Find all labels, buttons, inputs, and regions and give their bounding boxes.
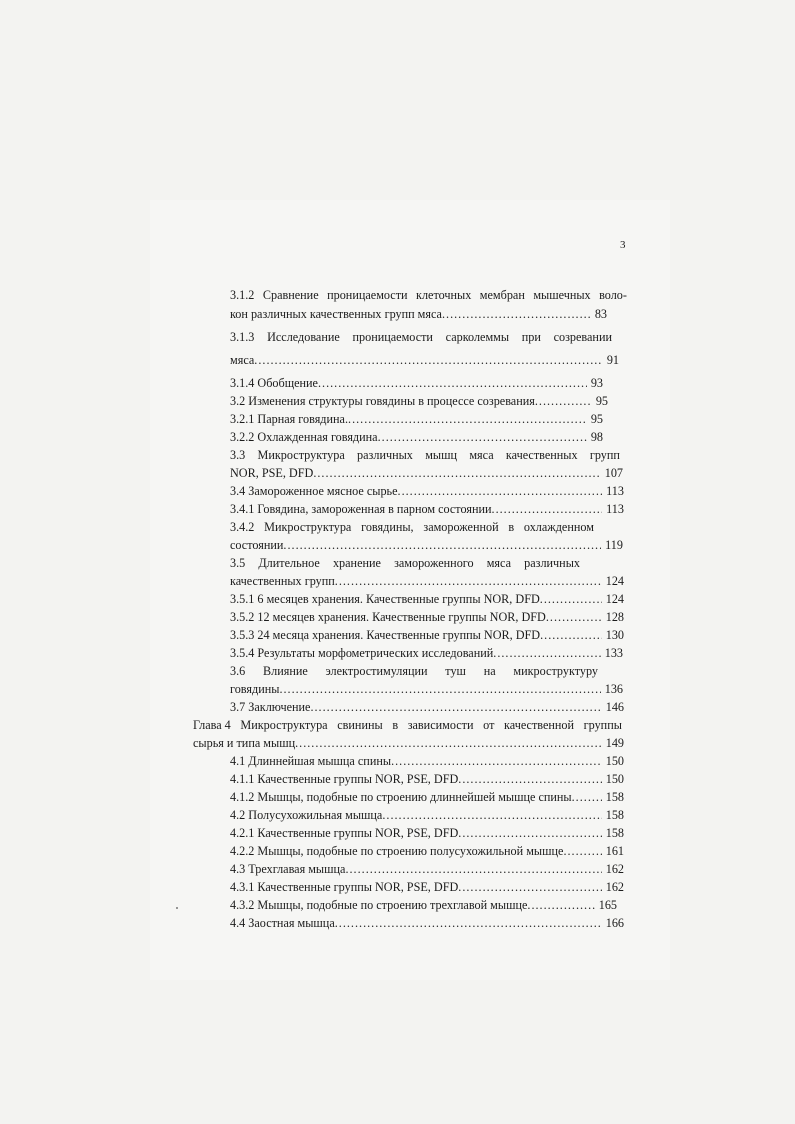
toc-word: мяса bbox=[469, 448, 494, 462]
toc-word: различных bbox=[357, 448, 413, 462]
toc-entry bbox=[230, 375, 603, 392]
toc-word: 3.6 bbox=[230, 664, 246, 678]
dot-leader bbox=[378, 429, 587, 446]
toc-entry-title: 3.7 Заключение bbox=[230, 700, 311, 714]
toc-page-number: 124 bbox=[605, 574, 624, 588]
toc-entry-title: 4.2 Полусухожильная мышца bbox=[230, 808, 383, 822]
toc-word: от bbox=[483, 718, 495, 732]
toc-entry-title: 3.2.1 Парная говядина. bbox=[230, 412, 349, 426]
toc-entry bbox=[230, 609, 624, 626]
toc-word: Микроструктура bbox=[264, 520, 352, 534]
toc-page-number: 150 bbox=[605, 772, 624, 786]
scan-speck bbox=[176, 907, 178, 909]
dot-leader bbox=[572, 789, 602, 806]
toc-page-number: 162 bbox=[605, 862, 624, 876]
toc-entry-title: 3.2 Изменения структуры говядины в процессе созревания bbox=[230, 394, 535, 408]
toc-entry-title: 4.1.2 Мышцы, подобные по строению длиннейшей мышце спины bbox=[230, 790, 572, 804]
toc-page-number: 107 bbox=[604, 466, 623, 480]
toc-page-number: 119 bbox=[605, 538, 623, 552]
toc-entry-title: 3.4.1 Говядина, замороженная в парном состоянии bbox=[230, 502, 492, 516]
toc-word: 3.4.2 bbox=[230, 520, 255, 534]
toc-word: электростимуляции bbox=[325, 664, 428, 678]
toc-entry bbox=[230, 897, 617, 914]
toc-word: охлажденном bbox=[523, 520, 594, 534]
toc-page-number: 113 bbox=[606, 502, 624, 516]
dot-leader bbox=[254, 352, 603, 369]
toc-word: Длительное bbox=[258, 556, 320, 570]
toc-word: замороженной bbox=[423, 520, 499, 534]
toc-entry bbox=[230, 429, 603, 446]
toc-word: групп bbox=[589, 448, 620, 462]
dot-leader bbox=[382, 807, 601, 824]
toc-page-number: 158 bbox=[605, 826, 624, 840]
toc-word: 3.1.2 bbox=[230, 288, 255, 302]
dot-leader bbox=[563, 843, 601, 860]
toc-word: мышц bbox=[425, 448, 458, 462]
toc-page-number: 161 bbox=[605, 844, 624, 858]
dot-leader bbox=[310, 699, 601, 716]
toc-entry bbox=[230, 411, 603, 428]
toc-entry bbox=[230, 306, 607, 323]
toc-entry-title: 3.5.2 12 месяцев хранения. Качественные группы NOR, DFD bbox=[230, 610, 546, 624]
dot-leader bbox=[391, 753, 602, 770]
toc-page-number: 149 bbox=[605, 736, 624, 750]
toc-entry bbox=[230, 645, 623, 662]
toc-word: созревании bbox=[553, 330, 612, 344]
toc-word: Исследование bbox=[267, 330, 340, 344]
toc-word: Сравнение bbox=[262, 288, 319, 302]
toc-entry-title: 4.4 Заостная мышца bbox=[230, 916, 335, 930]
toc-page-number: 95 bbox=[590, 412, 603, 426]
toc-entry-title: 4.1.1 Качественные группы NOR, PSE, DFD bbox=[230, 772, 459, 786]
toc-word: различных bbox=[524, 556, 580, 570]
dot-leader bbox=[527, 897, 594, 914]
dot-leader bbox=[283, 537, 601, 554]
toc-entry bbox=[230, 519, 594, 536]
toc-word: замороженного bbox=[394, 556, 474, 570]
toc-page-number: 136 bbox=[604, 682, 623, 696]
toc-entry bbox=[230, 807, 624, 824]
toc-entry-title: 4.3.1 Качественные группы NOR, PSE, DFD bbox=[230, 880, 459, 894]
toc-word: в bbox=[508, 520, 515, 534]
toc-entry bbox=[230, 861, 624, 878]
toc-word: проницаемости bbox=[352, 330, 433, 344]
toc-word: сарколеммы bbox=[445, 330, 510, 344]
toc-page-number: 165 bbox=[598, 898, 617, 912]
dot-leader bbox=[540, 627, 602, 644]
toc-entry-title: 3.5.4 Результаты морфометрических исследований bbox=[230, 646, 494, 660]
toc-page-number: 166 bbox=[605, 916, 624, 930]
toc-entry-title: 3.5.3 24 месяца хранения. Качественные группы NOR, DFD bbox=[230, 628, 541, 642]
dot-leader bbox=[335, 915, 602, 932]
toc-entry-title: качественных групп bbox=[230, 574, 335, 588]
toc-page-number: 158 bbox=[605, 790, 624, 804]
toc-page-number: 158 bbox=[605, 808, 624, 822]
toc-word: Влияние bbox=[262, 664, 308, 678]
toc-entry bbox=[230, 287, 627, 304]
toc-entry-title: состоянии bbox=[230, 538, 284, 552]
toc-entry bbox=[230, 501, 624, 518]
toc-entry bbox=[230, 843, 624, 860]
dot-leader bbox=[279, 681, 600, 698]
dot-leader bbox=[295, 735, 602, 752]
toc-page-number: 91 bbox=[606, 353, 619, 367]
toc-entry-title: 4.1 Длиннейшая мышца спины bbox=[230, 754, 392, 768]
toc-entry-title: 3.4 Замороженное мясное сырье bbox=[230, 484, 398, 498]
toc-word: Микроструктура bbox=[240, 718, 328, 732]
toc-entry bbox=[193, 735, 624, 752]
dot-leader bbox=[546, 609, 602, 626]
toc-word: Глава 4 bbox=[193, 718, 231, 732]
toc-entry-title: кон различных качественных групп мяса bbox=[230, 307, 442, 321]
dot-leader bbox=[540, 591, 602, 608]
toc-entry bbox=[230, 771, 624, 788]
dot-leader bbox=[335, 573, 602, 590]
toc-entry-title: 3.1.4 Обобщение bbox=[230, 376, 318, 390]
toc-page-number: 162 bbox=[605, 880, 624, 894]
toc-entry bbox=[230, 447, 620, 464]
toc-word: Микроструктура bbox=[257, 448, 345, 462]
dot-leader bbox=[318, 375, 587, 392]
toc-word: туш bbox=[445, 664, 466, 678]
dot-leader bbox=[398, 483, 603, 500]
toc-word: в bbox=[392, 718, 399, 732]
toc-entry-title: 4.2.2 Мышцы, подобные по строению полусухожильной мышце bbox=[230, 844, 564, 858]
toc-word: мышечных bbox=[533, 288, 591, 302]
toc-word: говядины, bbox=[361, 520, 414, 534]
dot-leader bbox=[493, 645, 600, 662]
dot-leader bbox=[458, 771, 601, 788]
toc-entry bbox=[193, 717, 622, 734]
toc-entry-title: 4.3.2 Мышцы, подобные по строению трехглавой мышце bbox=[230, 898, 528, 912]
dot-leader bbox=[492, 501, 603, 518]
toc-entry bbox=[230, 627, 624, 644]
toc-word: воло- bbox=[599, 288, 627, 302]
toc-page-number: 95 bbox=[595, 394, 608, 408]
toc-entry bbox=[230, 555, 580, 572]
toc-entry-title: 4.2.1 Качественные группы NOR, PSE, DFD bbox=[230, 826, 459, 840]
toc-page-number: 150 bbox=[605, 754, 624, 768]
toc-entry-title: мяса bbox=[230, 353, 255, 367]
toc-word: группы bbox=[583, 718, 622, 732]
toc-word: при bbox=[521, 330, 541, 344]
toc-entry bbox=[230, 465, 623, 482]
toc-entry bbox=[230, 681, 623, 698]
toc-entry bbox=[230, 537, 623, 554]
toc-word: мембран bbox=[479, 288, 525, 302]
toc-word: на bbox=[483, 664, 496, 678]
toc-entry bbox=[230, 663, 598, 680]
toc-word: зависимости bbox=[407, 718, 474, 732]
page-number: 3 bbox=[620, 239, 626, 251]
toc-entry bbox=[230, 879, 624, 896]
dot-leader bbox=[458, 879, 601, 896]
toc-page-number: 113 bbox=[606, 484, 624, 498]
toc-entry-title: 4.3 Трехглавая мышца bbox=[230, 862, 346, 876]
toc-entry bbox=[230, 915, 624, 932]
toc-page-number: 98 bbox=[590, 430, 603, 444]
dot-leader bbox=[535, 393, 592, 410]
toc-entry bbox=[230, 825, 624, 842]
dot-leader bbox=[458, 825, 601, 842]
toc-page-number: 93 bbox=[590, 376, 603, 390]
toc-word: микроструктуру bbox=[513, 664, 598, 678]
toc-entry-title: говядины bbox=[230, 682, 280, 696]
toc-word: качественных bbox=[505, 448, 578, 462]
toc-word: клеточных bbox=[416, 288, 472, 302]
toc-entry-title: сырья и типа мышц bbox=[193, 736, 296, 750]
toc-page-number: 133 bbox=[604, 646, 623, 660]
dot-leader bbox=[313, 465, 600, 482]
toc-word: свинины bbox=[337, 718, 383, 732]
toc-entry bbox=[230, 573, 624, 590]
toc-word: 3.3 bbox=[230, 448, 246, 462]
toc-entry bbox=[230, 753, 624, 770]
toc-entry bbox=[230, 699, 624, 716]
toc-entry-title: NOR, PSE, DFD bbox=[230, 466, 314, 480]
toc-word: мяса bbox=[486, 556, 511, 570]
dot-leader bbox=[348, 411, 587, 428]
toc-entry bbox=[230, 393, 608, 410]
toc-entry bbox=[230, 329, 612, 346]
toc-page-number: 83 bbox=[594, 307, 607, 321]
toc-entry bbox=[230, 591, 624, 608]
toc-page-number: 146 bbox=[605, 700, 624, 714]
toc-page-number: 130 bbox=[605, 628, 624, 642]
toc-word: качественной bbox=[504, 718, 575, 732]
toc-entry bbox=[230, 483, 624, 500]
dot-leader bbox=[345, 861, 601, 878]
toc-entry bbox=[230, 352, 619, 369]
toc-word: 3.1.3 bbox=[230, 330, 255, 344]
toc-word: 3.5 bbox=[230, 556, 246, 570]
toc-entry-title: 3.2.2 Охлажденная говядина bbox=[230, 430, 378, 444]
toc-page-number: 128 bbox=[605, 610, 624, 624]
toc-entry bbox=[230, 789, 624, 806]
toc-page-number: 124 bbox=[605, 592, 624, 606]
toc-word: проницаемости bbox=[327, 288, 408, 302]
toc-entry-title: 3.5.1 6 месяцев хранения. Качественные группы NOR, DFD bbox=[230, 592, 540, 606]
dot-leader bbox=[442, 306, 591, 323]
toc-word: хранение bbox=[332, 556, 381, 570]
